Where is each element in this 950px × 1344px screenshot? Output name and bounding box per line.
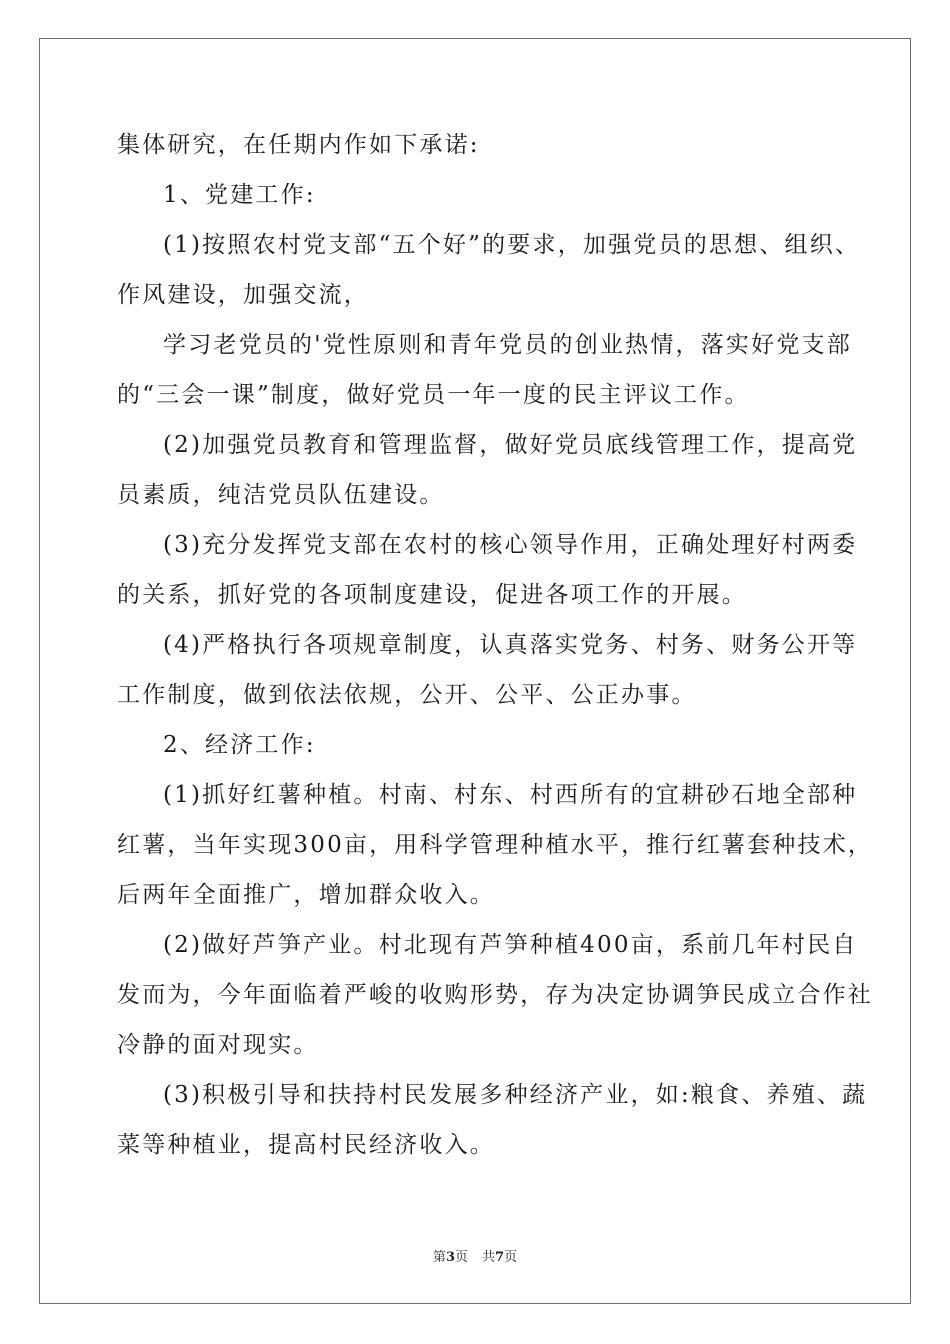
text-line: 菜等种植业，提高村民经济收入。 xyxy=(117,1132,495,1158)
text-line: (3)积极引导和扶持村民发展多种经济产业，如:粮食、养殖、蔬 xyxy=(163,1082,868,1108)
document-body xyxy=(117,120,874,1170)
text-line: 作风建设，加强交流， xyxy=(117,282,369,308)
text-line: 工作制度，做到依法依规，公开、公平、公正办事。 xyxy=(117,682,697,708)
text-line: (2)做好芦笋产业。村北现有芦笋种植400亩，系前几年村民自 xyxy=(163,932,858,958)
text-line: (2)加强党员教育和管理监督，做好党员底线管理工作，提高党 xyxy=(163,432,858,458)
total-prefix: 共 xyxy=(482,1250,496,1265)
text-line: 学习老党员的'党性原则和青年党员的创业热情，落实好党支部 xyxy=(163,332,852,358)
text-line: 冷静的面对现实。 xyxy=(117,1032,319,1058)
text-line: 员素质，纯洁党员队伍建设。 xyxy=(117,482,445,508)
text-line: 的“三会一课”制度，做好党员一年一度的民主评议工作。 xyxy=(117,382,750,408)
section-heading: 1、党建工作: xyxy=(163,182,316,208)
text-line: (1)抓好红薯种植。村南、村东、村西所有的宜耕砂石地全部种 xyxy=(163,782,858,808)
page-footer xyxy=(0,1246,950,1265)
text-line: 后两年全面推广，增加群众收入。 xyxy=(117,882,495,908)
page-number: 3 xyxy=(445,1250,455,1265)
section-heading: 2、经济工作: xyxy=(163,732,316,758)
text-line: (4)严格执行各项规章制度，认真落实党务、村务、财务公开等 xyxy=(163,632,858,658)
text-line: 的关系，抓好党的各项制度建设，促进各项工作的开展。 xyxy=(117,582,747,608)
text-line: (3)充分发挥党支部在农村的核心领导作用，正确处理好村两委 xyxy=(163,532,858,558)
total-suffix: 页 xyxy=(504,1250,518,1265)
page-suffix: 页 xyxy=(454,1250,468,1265)
total-pages: 7 xyxy=(495,1250,505,1265)
text-line: (1)按照农村党支部“五个好”的要求，加强党员的思想、组织、 xyxy=(163,232,861,258)
text-line: 集体研究，在任期内作如下承诺: xyxy=(117,132,480,158)
page-prefix: 第 xyxy=(432,1250,446,1265)
text-line: 红薯，当年实现300亩，用科学管理种植水平，推行红薯套种技术， xyxy=(117,832,874,858)
text-line: 发而为，今年面临着严峻的收购形势，存为决定协调笋民成立合作社 xyxy=(117,982,873,1008)
